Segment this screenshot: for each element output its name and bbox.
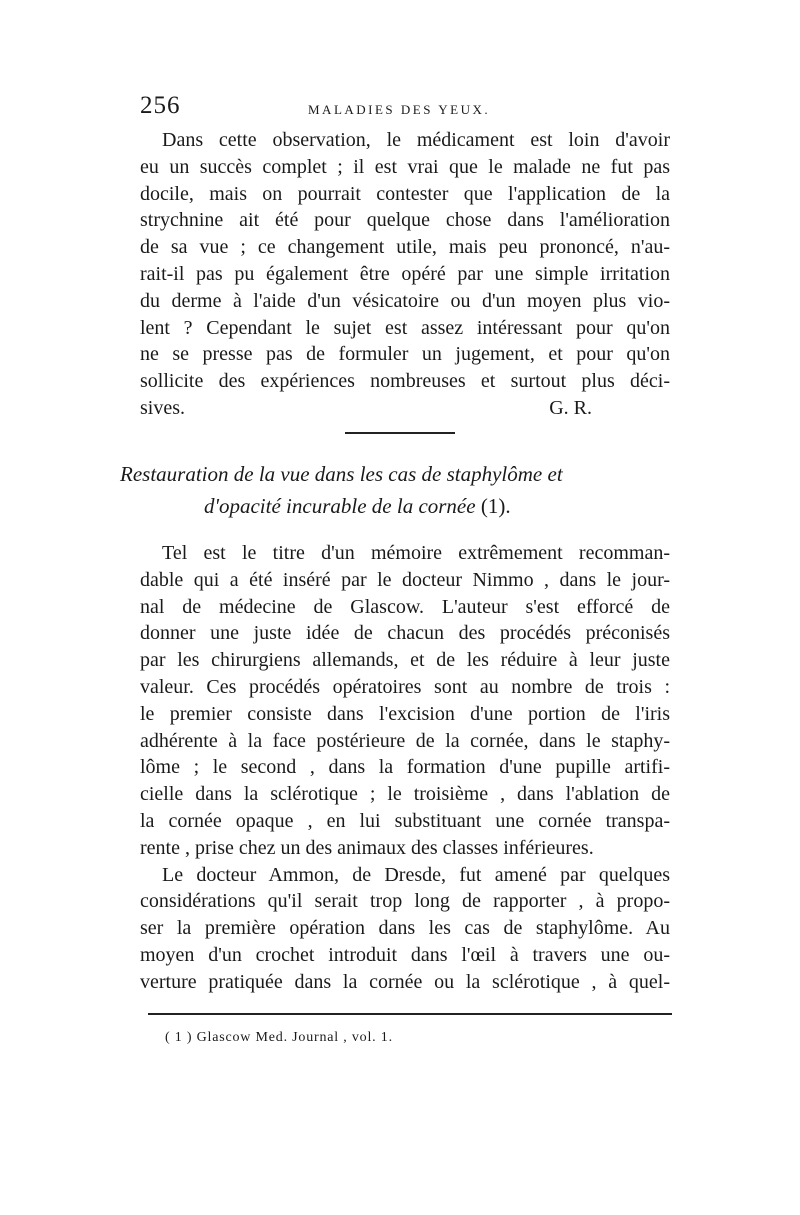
author-signature: G. R. [549,396,592,419]
footnote: ( 1 ) Glascow Med. Journal , vol. 1. [165,1030,393,1045]
text-line: rait-il pas pu également être opéré par une simple irritation [140,262,670,285]
section-title-line-1: Restauration de la vue dans les cas de staphylôme et [120,462,563,486]
text-line: ser la première opération dans les cas de staphylôme. Au [140,917,670,940]
paragraph-1 [140,127,670,422]
text-line: par les chirurgiens allemands, et de les réduire à leur juste [140,649,670,672]
text-line: cielle dans la sclérotique ; le troisième , dans l'ablation de [140,783,670,806]
running-head: MALADIES DES YEUX. [308,102,491,117]
text-line: donner une juste idée de chacun des procédés préconisés [140,622,670,645]
text-line: moyen d'un crochet introduit dans l'œil à travers une ou- [140,943,670,966]
text-line: de sa vue ; ce changement utile, mais peu prononcé, n'au- [140,236,670,259]
text-line-end: sives. [140,396,185,419]
paragraph-2 [140,540,670,996]
section-title-line-2 [120,490,680,522]
text-line: adhérente à la face postérieure de la cornée, dans le staphy- [140,729,670,752]
page-header [140,92,662,122]
text-line: valeur. Ces procédés opératoires sont au nombre de trois : [140,675,670,698]
text-line: ne se presse pas de formuler un jugement, et pour qu'on [140,343,670,366]
text-line: rente , prise chez un des animaux des classes inférieures. [140,836,594,859]
text-line: lôme ; le second , dans la formation d'une pupille artifi- [140,756,670,779]
footnote-reference: (1). [480,494,511,518]
text-line: docile, mais on pourrait contester que l'application de la [140,182,670,205]
text-line: du derme à l'aide d'un vésicatoire ou d'un moyen plus vio- [140,289,670,312]
text-line: sollicite des expériences nombreuses et surtout plus déci- [140,370,670,393]
text-line: Tel est le titre d'un mémoire extrêmement recomman- [162,542,670,564]
text-line: lent ? Cependant le sujet est assez intéressant pour qu'on [140,316,670,339]
text-line: Le docteur Ammon, de Dresde, fut amené par quelques [162,863,670,886]
text-line: verture pratiquée dans la cornée ou la sclérotique , à quel- [140,970,670,993]
text-line: dable qui a été inséré par le docteur Nimmo , dans le jour- [140,568,670,591]
text-line: considérations qu'il serait trop long de rapporter , à propo- [140,890,670,913]
text-line: eu un succès complet ; il est vrai que le malade ne fut pas [140,155,670,178]
section-title [120,458,680,522]
text-line: Dans cette observation, le médicament est loin d'avoir [162,129,670,151]
signoff-line [140,395,670,422]
page-number: 256 [140,92,181,119]
text-line: la cornée opaque , en lui substituant une cornée transpa- [140,809,670,832]
section-title-line-2-text: d'opacité incurable de la cornée [204,494,476,518]
text-line: strychnine ait été pour quelque chose dans l'amélioration [140,209,670,232]
text-line: nal de médecine de Glascow. L'auteur s'est efforcé de [140,595,670,618]
section-divider [345,432,455,434]
text-line: le premier consiste dans l'excision d'une portion de l'iris [140,702,670,725]
footnote-divider [148,1013,672,1015]
